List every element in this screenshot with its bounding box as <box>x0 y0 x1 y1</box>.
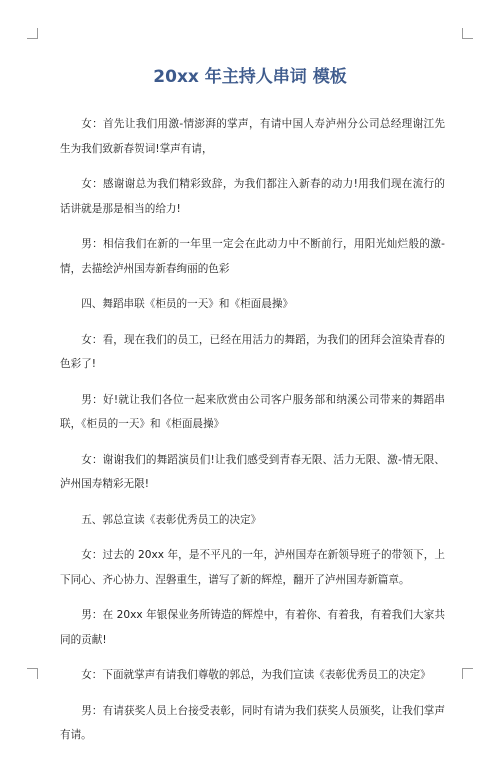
paragraph: 女：过去的 20xx 年，是不平凡的一年，泸州国寿在新领导班子的带领下，上下同心、齐心协力、涅磐重生，谱写了新的辉煌，翻开了泸州国寿新篇章。 <box>60 549 445 586</box>
paragraph: 男：有请获奖人员上台接受表彰，同时有请为我们获奖人员颁奖，让我们掌声有请。 <box>60 704 445 741</box>
document-body <box>60 112 445 759</box>
crop-mark-bottom-left <box>27 668 38 679</box>
section-heading: 四、舞蹈串联《柜员的一天》和《柜面晨操》 <box>81 298 294 310</box>
paragraph: 男：在 20xx 年银保业务所铸造的辉煌中，有着你、有着我，有着我们大家共同的贡献! <box>60 609 445 646</box>
crop-mark-top-left <box>27 28 38 39</box>
paragraph: 女：看，现在我们的员工，已经在用活力的舞蹈，为我们的团拜会渲染青春的色彩了! <box>60 333 445 370</box>
paragraph: 女：谢谢我们的舞蹈演员们!让我们感受到青春无限、活力无限、激-情无限、泸州国寿精彩无限! <box>60 453 445 490</box>
section-heading: 五、郭总宣读《表彰优秀员工的决定》 <box>81 513 262 526</box>
paragraph: 女：下面就掌声有请我们尊敬的郭总，为我们宣读《表彰优秀员工的决定》 <box>81 669 431 681</box>
crop-mark-bottom-right <box>462 668 473 679</box>
paragraph: 男：相信我们在新的一年里一定会在此动力中不断前行，用阳光灿烂般的激-情，去描绘泸州国寿新春绚丽的色彩 <box>60 238 445 275</box>
document-title: 20xx 年主持人串词 模板 <box>153 67 347 87</box>
paragraph: 女：感谢谢总为我们精彩致辞，为我们都注入新春的动力!用我们现在流行的话讲就是那是相当的给力! <box>60 178 445 215</box>
paragraph: 男：好!就让我们各位一起来欣赏由公司客户服务部和纳溪公司带来的舞蹈串联，《柜员的一天》和《柜面晨操》 <box>60 393 445 430</box>
crop-mark-top-right <box>462 28 473 39</box>
paragraph: 女：首先让我们用激-情澎湃的掌声，有请中国人寿泸州分公司总经理谢江先生为我们致新春贺词!掌声有请， <box>60 118 445 155</box>
